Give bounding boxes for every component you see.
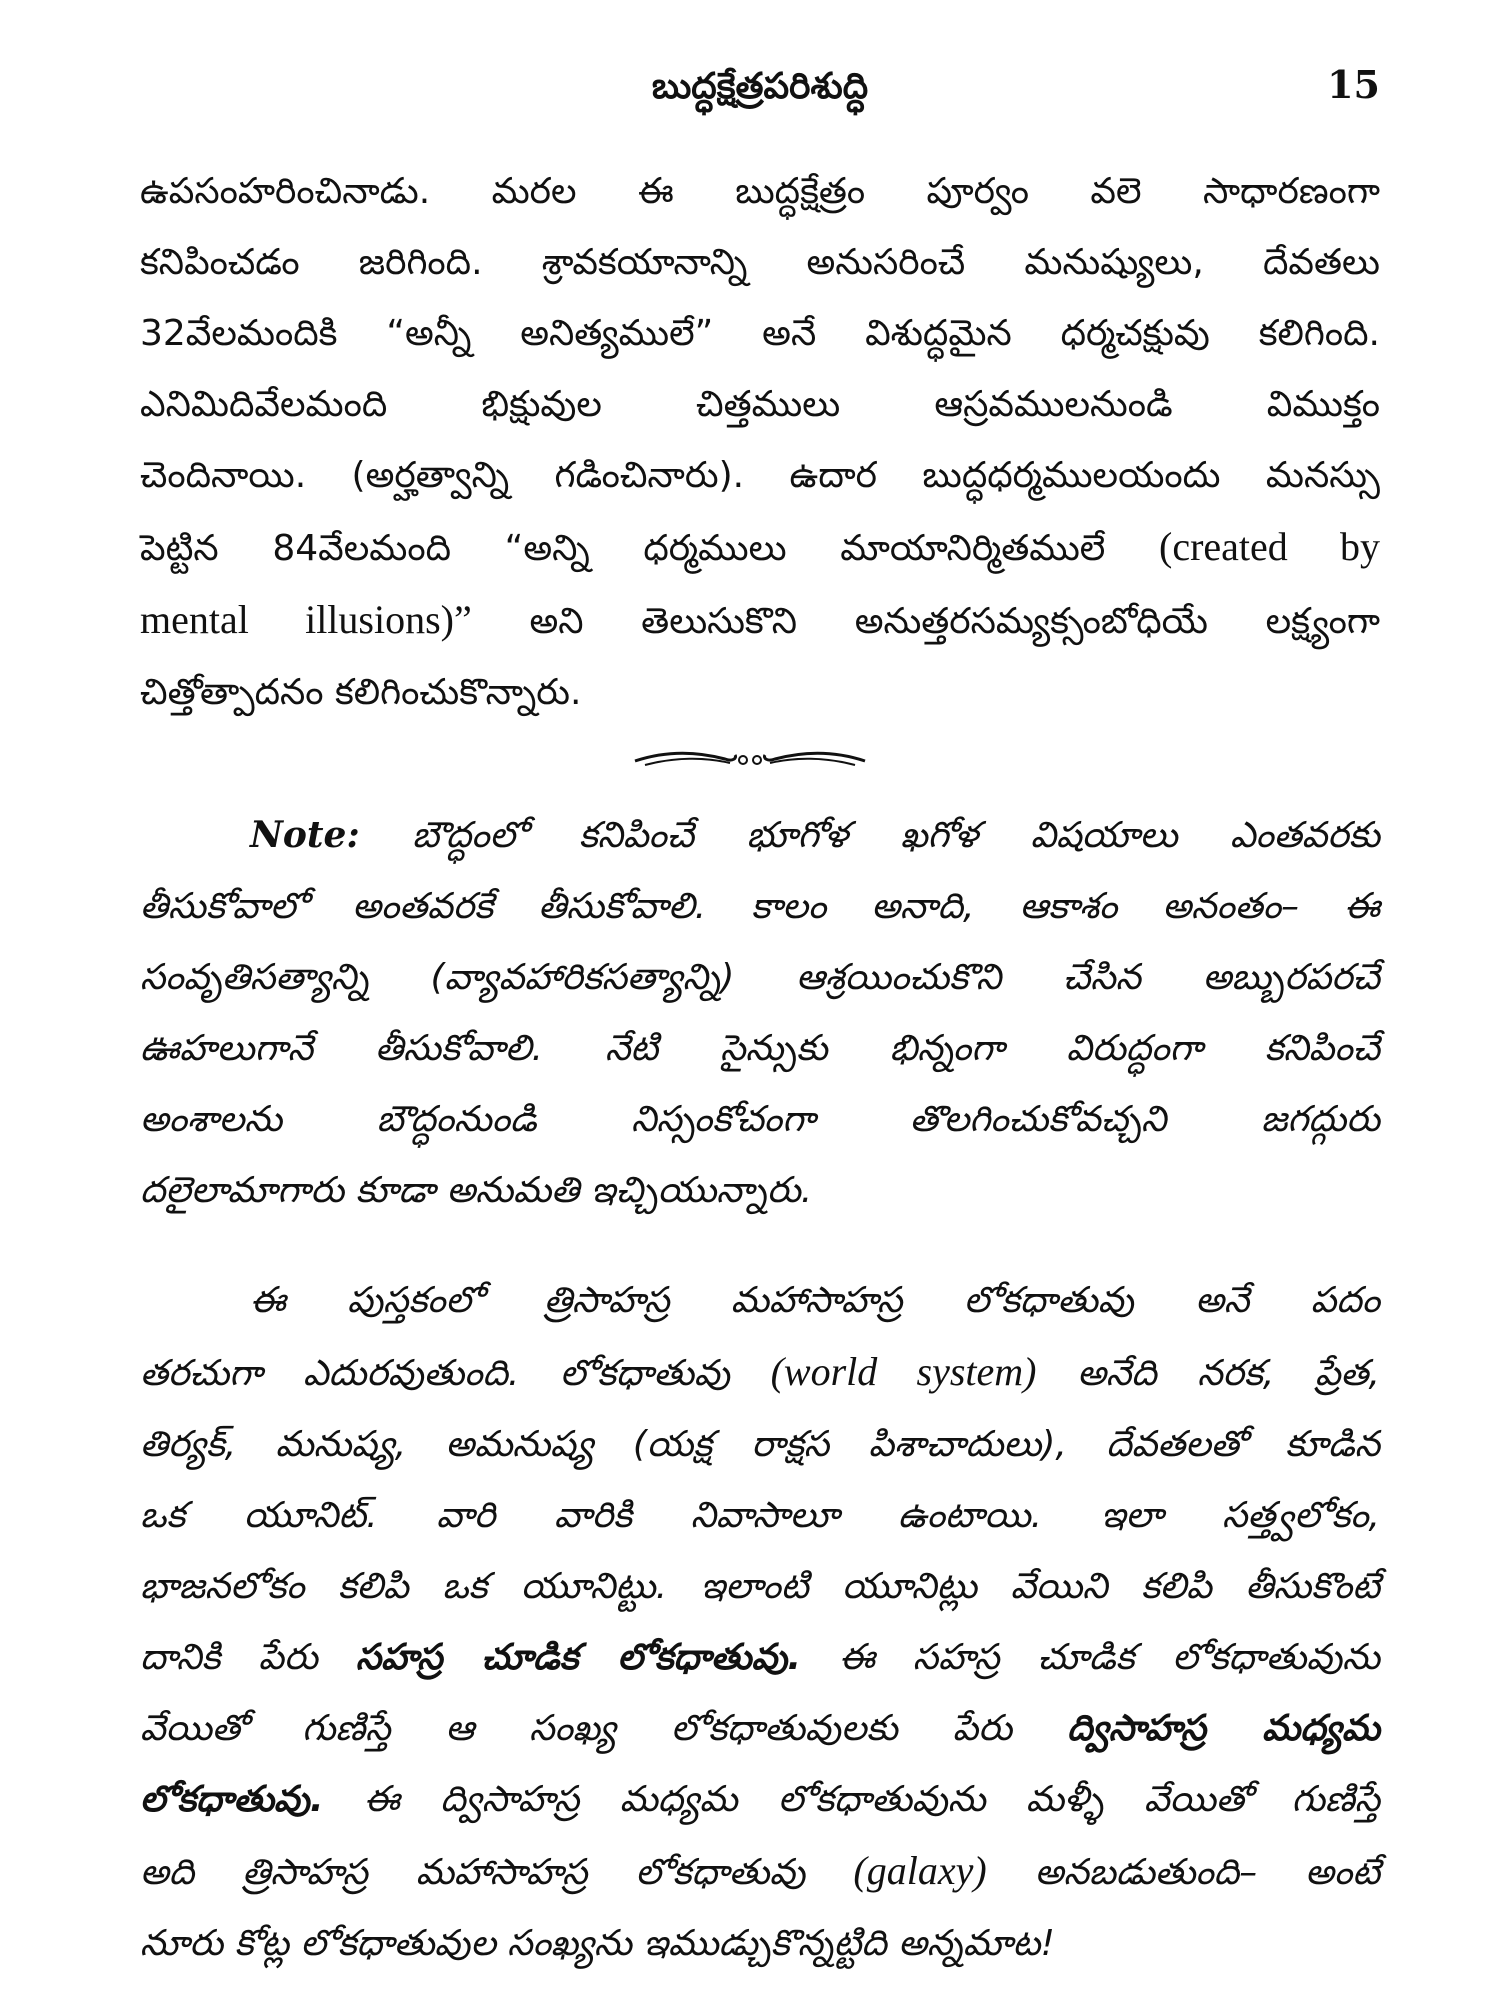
text-segment: దానికి పేరు <box>140 1637 318 1678</box>
text-line: తిర్యక్, మనుష్య, అమనుష్య (యక్ష రాక్షస పిశాచాదులు), దేవతలతో కూడిన <box>140 1424 1380 1465</box>
text-line: సంవృతిసత్యాన్ని (వ్యావహారికసత్యాన్ని) ఆశ్రయించుకొని చేసిన అబ్బురపరచే <box>140 957 1380 998</box>
text-segment: అని తెలుసుకొని అనుత్తరసమ్యక్సంబోధియే లక్ష్యంగా <box>529 601 1380 642</box>
text-line: తీసుకోవాలో అంతవరకే తీసుకోవాలి. కాలం అనాది, ఆకాశం అనంతం– ఈ <box>140 886 1380 927</box>
note-paragraph <box>140 800 1380 1226</box>
paragraph-closing <box>140 156 1380 728</box>
text-line <box>140 1693 1380 1764</box>
text-line: నూరు కోట్ల లోకధాతువుల సంఖ్యను ఇముడ్చుకొన్నట్టిది అన్నమాట! <box>140 1923 1055 1964</box>
text-line: దలైలామాగారు కూడా అనుమతి ఇచ్చియున్నారు. <box>140 1170 813 1211</box>
text-line: ఊహలుగానే తీసుకోవాలి. నేటి సైన్సుకు భిన్నంగా విరుద్ధంగా కనిపించే <box>140 1028 1380 1069</box>
text-line: ఉపసంహరించినాడు. మరల ఈ బుద్ధక్షేత్రం పూర్వం వలె సాధారణంగా <box>140 171 1380 212</box>
text-line: చెందినాయి. (అర్హత్వాన్ని గడించినారు). ఉదార బుద్ధధర్మములయందు మనస్సు <box>140 455 1380 496</box>
text-line: 32వేలమందికి “అన్నీ అనిత్యములే” అనే విశుద్ధమైన ధర్మచక్షువు కలిగింది. <box>140 313 1380 354</box>
bold-term: సహస్ర చూడిక లోకధాతువు. <box>355 1637 802 1678</box>
note-label: Note: <box>250 814 360 856</box>
page-header <box>140 62 1380 122</box>
text-line: కనిపించడం జరిగింది. శ్రావకయానాన్ని అనుసరించే మనుష్యులు, దేవతలు <box>140 242 1380 283</box>
ornament-divider-icon <box>625 745 875 775</box>
text-line: ఒక యూనిట్. వారి వారికి నివాసాలూ ఉంటాయి. ఇలా సత్త్వలోకం, <box>140 1495 1380 1536</box>
english-gloss: mental illusions)” <box>140 597 472 642</box>
text-segment: తరచుగా ఎదురవుతుంది. లోకధాతువు <box>140 1353 730 1394</box>
running-title: బుద్ధక్షేత్రపరిశుద్ధి <box>651 66 869 107</box>
text-line <box>140 1265 1380 1336</box>
text-segment: అది త్రిసాహస్ర మహాసాహస్ర లోకధాతువు <box>140 1852 806 1893</box>
text-line <box>140 1622 1380 1693</box>
text-line: అంశాలను బౌద్ధంనుండి నిస్సంకోచంగా తొలగించుకోవచ్చని జగద్గురు <box>140 1099 1380 1140</box>
text-segment: వేయితో గుణిస్తే ఆ సంఖ్య లోకధాతువులకు పేరు <box>140 1708 1013 1749</box>
text-line: ఎనిమిదివేలమంది భిక్షువుల చిత్తములు ఆస్రవములనుండి విముక్తం <box>140 384 1380 425</box>
text-line: భాజనలోకం కలిపి ఒక యూనిట్టు. ఇలాంటి యూనిట్లు వేయిని కలిపి తీసుకొంటే <box>140 1566 1380 1607</box>
bold-term: లోకధాతువు. <box>140 1779 324 1820</box>
english-gloss: (world system) <box>770 1349 1037 1394</box>
text-line <box>140 1764 1380 1835</box>
text-line <box>140 584 1380 657</box>
bold-term: ద్విసాహస్ర మధ్యమ <box>1067 1708 1380 1749</box>
text-segment: పెట్టిన 84వేలమంది “అన్ని ధర్మములు మాయానిర్మితములే <box>140 528 1106 569</box>
text-line: చిత్తోత్పాదనం కలిగించుకొన్నారు. <box>140 672 582 713</box>
text-segment: అనబడుతుంది– అంటే <box>1034 1852 1380 1893</box>
english-gloss: (created by <box>1159 524 1381 569</box>
text-line <box>140 1336 1380 1409</box>
english-gloss: (galaxy) <box>853 1848 987 1893</box>
text-line <box>140 1835 1380 1908</box>
text-segment: అనేది నరక, ప్రేత, <box>1077 1353 1381 1394</box>
text-segment: ఈ సహస్ర చూడిక లోకధాతువును <box>839 1637 1381 1678</box>
page-number: 15 <box>1327 62 1380 107</box>
text-segment: ఈ పుస్తకంలో త్రిసాహస్ర మహాసాహస్ర లోకధాతువు అనే పదం <box>250 1280 1380 1321</box>
text-segment: ఈ ద్విసాహస్ర మధ్యమ లోకధాతువును మళ్ళీ వేయితో గుణిస్తే <box>364 1779 1380 1820</box>
text-segment: బౌద్ధంలో కనిపించే భూగోళ ఖగోళ విషయాలు ఎంతవరకు <box>412 815 1380 856</box>
text-line <box>140 511 1380 584</box>
text-line <box>140 800 1380 871</box>
paragraph-lokadhatu <box>140 1265 1380 1979</box>
